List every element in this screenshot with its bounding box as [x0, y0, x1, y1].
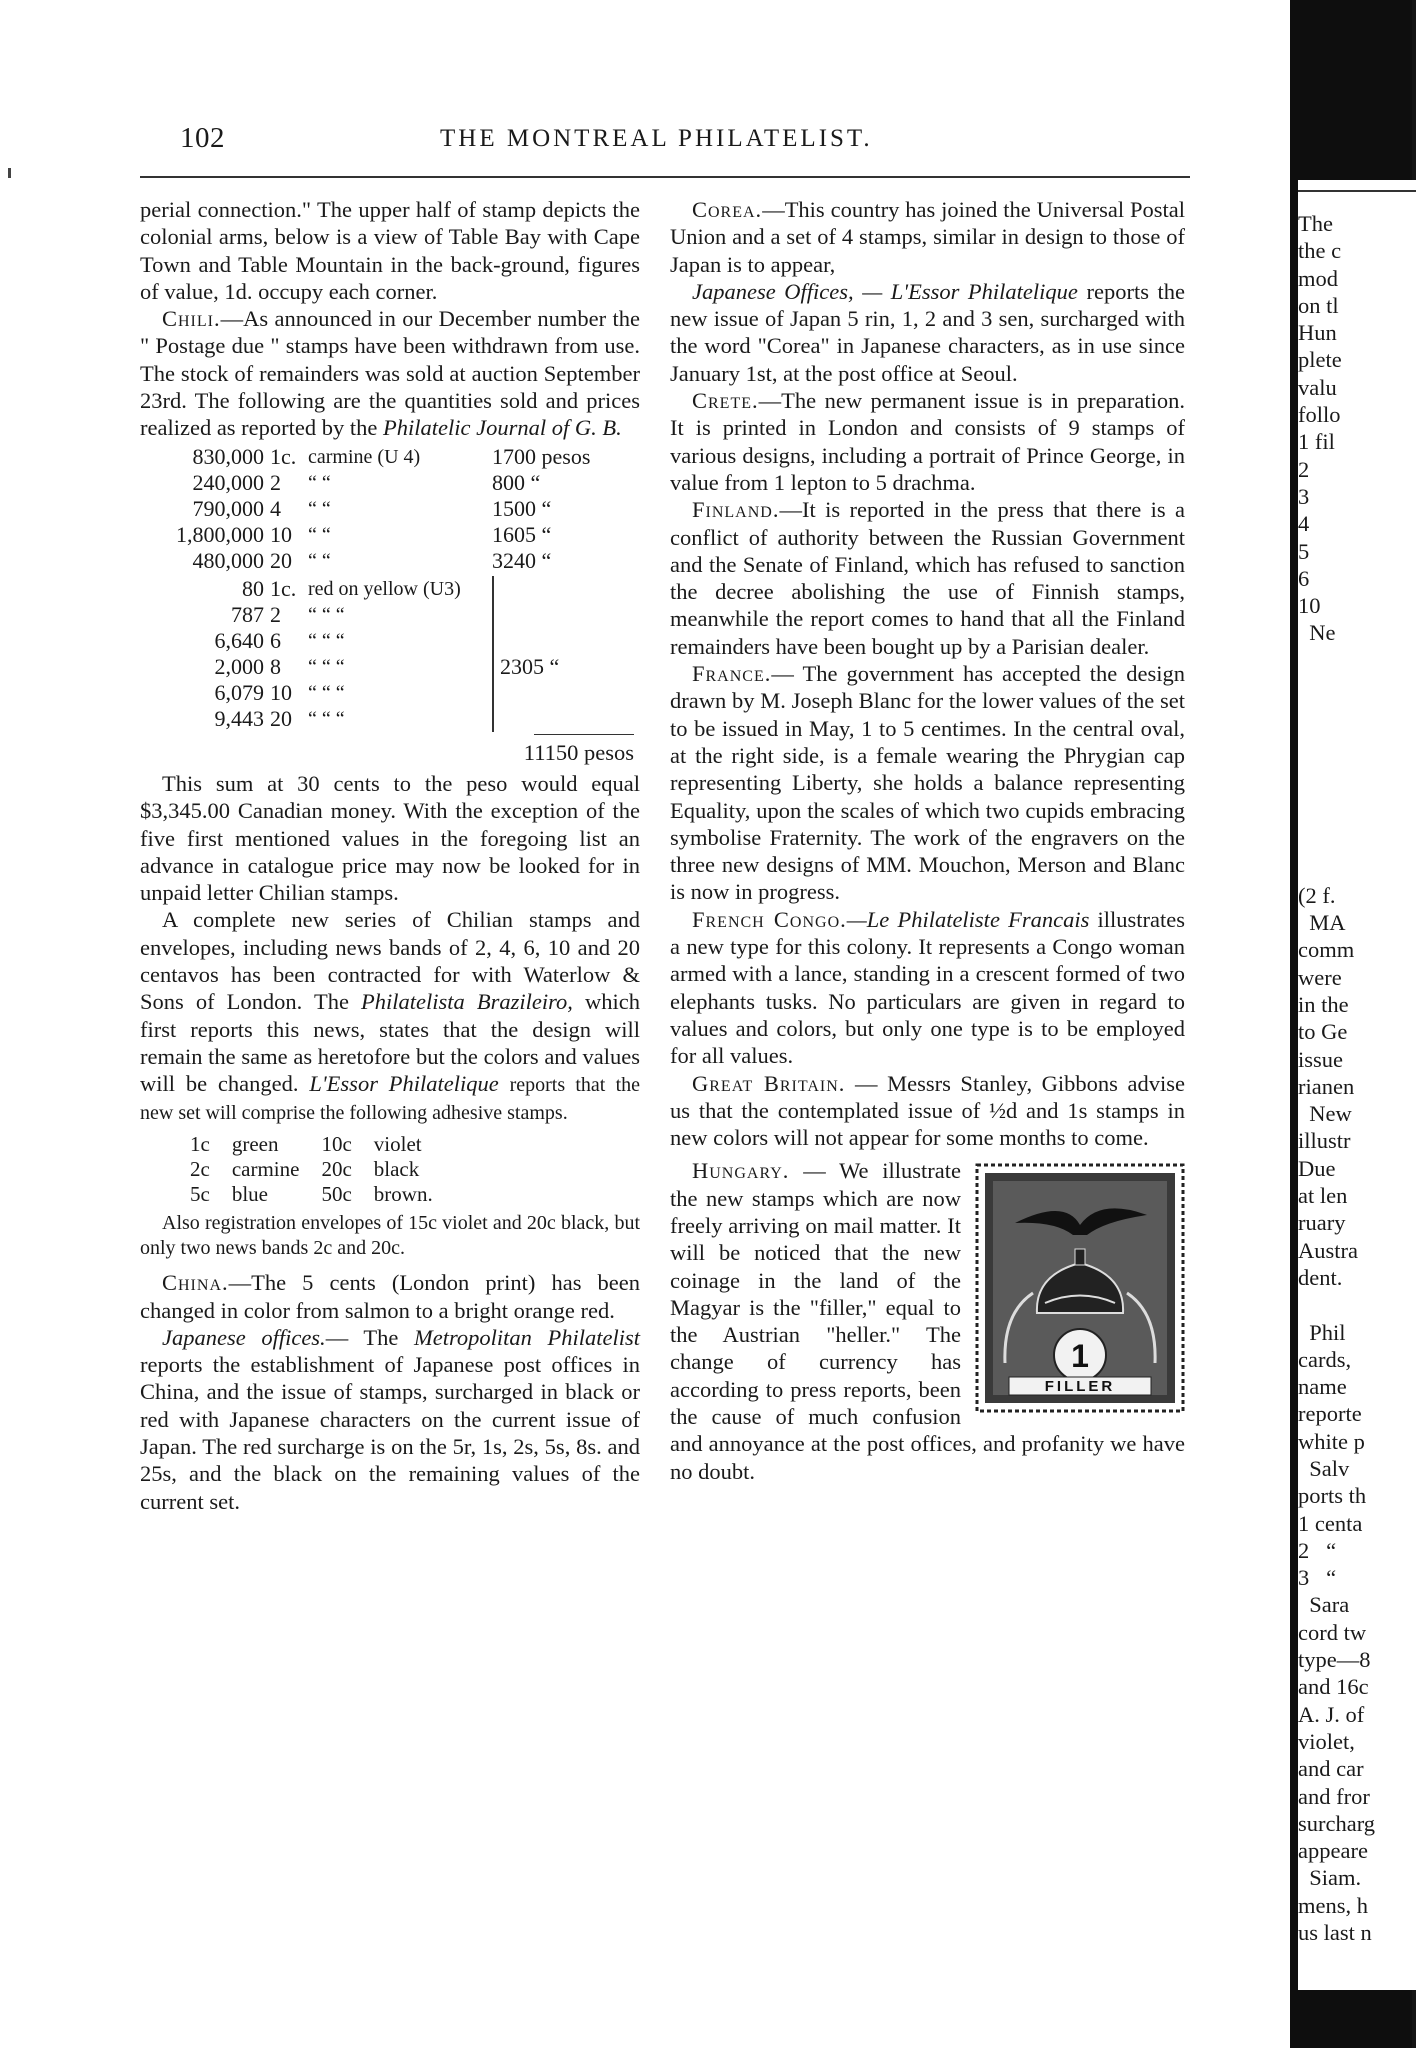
- adjacent-line: were: [1298, 964, 1342, 990]
- adjacent-line: 3: [1298, 483, 1310, 509]
- adjacent-line: to Ge: [1298, 1019, 1348, 1045]
- auction-price: [493, 602, 630, 628]
- auction-value: 6: [270, 627, 281, 653]
- adjacent-line: reporte: [1298, 1401, 1362, 1427]
- adjacent-line: [1298, 1291, 1416, 1318]
- auction-row: [152, 654, 630, 680]
- auction-qty: 790,000: [192, 495, 264, 521]
- paragraph-crete: [670, 387, 1185, 496]
- auction-desc: “ “: [308, 549, 331, 572]
- auction-row: [152, 444, 622, 470]
- adjacent-line: illustr: [1298, 1128, 1351, 1154]
- adjacent-line: Phil: [1298, 1319, 1346, 1345]
- auction-price: [493, 628, 630, 654]
- adjacent-line: appeare: [1298, 1838, 1368, 1864]
- auction-desc: carmine (U 4): [308, 445, 421, 468]
- paragraph-japan-offices: Japanese offices.— The Metropolitan Philatelist reports the establishment of Japanese post offices in China, and the issue of stamps, surcharged in black or red with Japanese characters on the current issue of Japan. The red surcharge is on the 5r, 1s, 2s, 5s, 8s. and 25s, and the black on the remaining values of the current set.: [140, 1324, 640, 1514]
- stamp-label: FILLER: [1044, 1378, 1116, 1396]
- paragraph-sum: This sum at 30 cents to the peso would equal $3,345.00 Canadian money. With the exception of the five first mentioned values in the foregoing list an advance in catalogue price may now be looked for in unpaid letter Chilian stamps.: [140, 770, 640, 906]
- metropolitan-source: Metropolitan Philatelist: [413, 1324, 640, 1350]
- auction-value: 1c.: [270, 575, 297, 601]
- auction-desc: “ “: [308, 471, 331, 494]
- crete-text: —The new permanent issue is in preparation. It is printed in London and consists of 9 stamps of various designs, including a portrait of Prince George, in value from 1 lepton to 5 drachma.: [670, 388, 1185, 495]
- corea-source: Japanese Offices, — L'Essor Philatelique: [692, 278, 1078, 304]
- auction-price: [493, 680, 630, 706]
- auction-qty: 80: [242, 575, 264, 601]
- adjacent-line: The: [1298, 211, 1333, 236]
- hungary-stamp-illustration: [975, 1163, 1185, 1413]
- auction-table-bracketed: [152, 576, 630, 732]
- auction-row: [152, 470, 622, 496]
- stamp-list-cell: 20c: [321, 1157, 352, 1182]
- auction-qty: 830,000: [192, 443, 264, 469]
- paragraph-china: [140, 1269, 640, 1324]
- series-source-2: L'Essor Philatelique: [309, 1071, 499, 1097]
- gb-text: — Messrs Stanley, Gibbons advise us that the contemplated issue of ½d and 1s stamps in new colors will not appear for some months to come.: [670, 1070, 1185, 1151]
- hungary-stamp-image: [975, 1163, 1185, 1413]
- chile-stamp-list: [190, 1132, 455, 1207]
- adjacent-line: on tl: [1298, 292, 1339, 318]
- auction-value: 10: [270, 521, 292, 547]
- stamp-list-cell: 5c: [190, 1182, 210, 1207]
- page-header: [180, 122, 1185, 158]
- auction-value: 10: [270, 679, 292, 705]
- paragraph-chili: [140, 305, 640, 441]
- adjacent-line: Siam.: [1298, 1865, 1362, 1891]
- adjacent-line: white p: [1298, 1428, 1365, 1454]
- stamp-list-row: [190, 1182, 455, 1207]
- auction-qty: 1,800,000: [176, 521, 264, 547]
- adjacent-line: name: [1298, 1374, 1347, 1400]
- auction-desc: red on yellow (U3): [308, 577, 461, 600]
- left-column: [140, 196, 640, 1515]
- series-text-b: which first reports this news, states that the design will remain the same as heretofore but the colors and values will be changed.: [140, 989, 641, 1097]
- auction-qty: 9,443: [214, 705, 264, 731]
- auction-value: 2: [270, 601, 281, 627]
- stamp-list-cell: 50c: [321, 1182, 352, 1207]
- adjacent-gap: [1298, 647, 1416, 882]
- adjacent-line: (2 f.: [1298, 882, 1336, 908]
- adjacent-line: us last n: [1298, 1920, 1372, 1946]
- adjacent-line: Salv: [1298, 1455, 1350, 1481]
- auction-price: 3240 “: [492, 547, 552, 573]
- paragraph-series: [140, 906, 640, 1126]
- china-text: —The 5 cents (London print) has been changed in color from salmon to a bright orange red.: [140, 1270, 640, 1323]
- section-head-china: China.: [162, 1270, 229, 1296]
- auction-value: 8: [270, 653, 281, 679]
- auction-price: 2305 “: [493, 654, 630, 680]
- corea-text-2: reports the new issue of Japan 5 rin, 1, 2 and 3 sen, surcharged with the word "Corea" in Japanese characters, as in use since January 1st, at the post office at Seoul.: [670, 278, 1186, 386]
- stamp-list-row: [190, 1132, 455, 1157]
- china-text-2: reports the establishment of Japanese post offices in China, and the issue of stamps, surcharged in black or red with Japanese characters on the current issue of Japan. The red surcharge is on the 5r, 1s, 2s, 5s, 8s. and 25s, and the black on the remaining values of the current set.: [140, 1352, 640, 1514]
- adjacent-line: follo: [1298, 402, 1341, 428]
- auction-value: 4: [270, 495, 281, 521]
- auction-row: [152, 576, 630, 602]
- adjacent-line: Austra: [1298, 1237, 1358, 1263]
- section-head-france: France.: [692, 661, 772, 687]
- adjacent-line: 6: [1298, 565, 1310, 591]
- total-rule: [534, 734, 634, 735]
- series-source: Philatelista Brazileiro,: [361, 989, 573, 1015]
- stamp-list-row: [190, 1157, 455, 1182]
- auction-qty: 787: [231, 601, 264, 627]
- adjacent-line: dent.: [1298, 1264, 1343, 1290]
- adjacent-line: 1 centa: [1298, 1510, 1363, 1536]
- adjacent-line: 3 “: [1298, 1565, 1337, 1591]
- adjacent-line: Hun: [1298, 320, 1337, 346]
- chili-source: Philatelic Journal of G. B.: [383, 415, 622, 441]
- section-head-hungary: Hungary.: [692, 1158, 790, 1184]
- adjacent-page-rule: [1298, 190, 1416, 192]
- adjacent-line: 5: [1298, 538, 1310, 564]
- adjacent-line: cards,: [1298, 1346, 1352, 1372]
- chili-text: —As announced in our December number the " Postage due " stamps have been withdrawn from use. The stock of remainders was sold at auction September 23rd. The following are the quantities sold and prices realized as reported by the: [140, 306, 640, 441]
- stamp-list-cell: 1c: [190, 1132, 210, 1157]
- section-head-corea: Corea.: [692, 197, 763, 222]
- stamp-list-cell: 10c: [321, 1132, 352, 1157]
- paragraph-finland: [670, 496, 1185, 660]
- adjacent-line: ruary: [1298, 1210, 1346, 1236]
- series-text-c: reports that the new set will comprise the following adhesive stamps.: [140, 1074, 641, 1125]
- adjacent-line: surcharg: [1298, 1810, 1376, 1836]
- auction-value: 20: [270, 547, 292, 573]
- adjacent-line: mod: [1298, 265, 1339, 291]
- auction-price: 1700 pesos: [492, 443, 591, 469]
- section-head-crete: Crete.: [692, 388, 759, 414]
- adjacent-line: in the: [1298, 991, 1349, 1017]
- paragraph-great-britain: [670, 1070, 1185, 1152]
- auction-desc: “ “ “: [308, 681, 345, 704]
- paragraph-corea-2: [670, 278, 1185, 387]
- stamp-list-cell: 2c: [190, 1157, 210, 1182]
- france-text: — The government has accepted the design drawn by M. Joseph Blanc for the lower values of the set to be issued in May, 1 to 5 centimes. In the central oval, at the right side, is a female wearing the Phrygian cap representing Liberty, she holds a balance representing Equality, upon the scales of which two cupids embracing symbolise Fraternity. The work of the engravers on the three new designs of MM. Mouchon, Merson and Blanc is now in progress.: [670, 661, 1185, 905]
- header-rule: [140, 176, 1190, 178]
- auction-desc: “ “: [308, 497, 331, 520]
- auction-price: 800 “: [492, 469, 541, 495]
- adjacent-page-text: [1298, 210, 1416, 1946]
- auction-row: [152, 706, 630, 732]
- adjacent-line: and fror: [1298, 1783, 1370, 1809]
- adjacent-line: A. J. of: [1298, 1701, 1365, 1727]
- adjacent-line: cord tw: [1298, 1619, 1367, 1645]
- auction-value: 20: [270, 705, 292, 731]
- stamp-value: 1: [1071, 1338, 1089, 1375]
- auction-price: [493, 706, 630, 732]
- auction-value: 2: [270, 469, 281, 495]
- congo-source: —Le Philateliste Francais: [846, 906, 1090, 932]
- stamp-list-cell: brown.: [373, 1182, 433, 1207]
- paragraph-registration: Also registration envelopes of 15c violet and 20c black, but only two news bands 2c and 20c.: [140, 1212, 640, 1260]
- adjacent-line: ports th: [1298, 1483, 1367, 1509]
- adjacent-line: Sara: [1298, 1592, 1350, 1618]
- auction-desc: “ “ “: [308, 629, 345, 652]
- journal-title: THE MONTREAL PHILATELIST.: [440, 125, 873, 152]
- auction-qty: 240,000: [192, 469, 264, 495]
- auction-desc: “ “ “: [308, 655, 345, 678]
- adjacent-line: 10: [1298, 593, 1321, 619]
- auction-row: [152, 548, 622, 574]
- congo-text: illustrates a new type for this colony. It represents a Congo woman armed with a lance, standing in a crescent formed of two elephants tusks. No particulars are given in regard to values and colors, but only one type is to be employed for all values.: [670, 906, 1185, 1069]
- adjacent-line: issue: [1298, 1046, 1343, 1072]
- adjacent-line: 4: [1298, 511, 1310, 537]
- hungary-text: — We illustrate the new stamps which are now freely arriving on mail matter. It will be noticed that the new coinage in the land of the Magyar is the "filler," equal to the Austrian "heller." The change of currency has according to press reports, been the cause of much confusion and annoyance at the post offices, and profanity we have no doubt.: [670, 1158, 1185, 1484]
- adjacent-line: at len: [1298, 1183, 1348, 1209]
- auction-price: 1605 “: [492, 521, 552, 547]
- stamp-list-cell: black: [373, 1157, 420, 1182]
- adjacent-line: 1 fil: [1298, 429, 1335, 455]
- adjacent-line: Due: [1298, 1155, 1336, 1181]
- auction-value: 1c.: [270, 443, 297, 469]
- adjacent-line: Ne: [1298, 620, 1336, 646]
- auction-desc: “ “: [308, 523, 331, 546]
- auction-qty: 2,000: [214, 653, 264, 679]
- adjacent-line: the c: [1298, 238, 1342, 264]
- paragraph-france: [670, 660, 1185, 906]
- auction-row: [152, 522, 622, 548]
- section-head-great-britain: Great Britain.: [692, 1070, 846, 1096]
- auction-desc: “ “ “: [308, 603, 345, 626]
- adjacent-line: rianen: [1298, 1073, 1355, 1099]
- auction-total: 11150 pesos: [523, 739, 634, 765]
- auction-price: [493, 576, 630, 602]
- adjacent-line: violet,: [1298, 1728, 1355, 1754]
- adjacent-line: MA: [1298, 910, 1346, 936]
- paragraph-intro: perial connection." The upper half of stamp depicts the colonial arms, below is a view of Table Bay with Cape Town and Table Mountain in the back-ground, figures of value, 1d. occupy each corner.: [140, 197, 640, 304]
- paragraph-hungary: [670, 1157, 1185, 1485]
- stamp-list-cell: violet: [373, 1132, 422, 1157]
- page-number: 102: [180, 122, 225, 154]
- paragraph-french-congo: [670, 906, 1185, 1070]
- auction-row: [152, 680, 630, 706]
- auction-desc: “ “ “: [308, 707, 345, 730]
- adjacent-line: New: [1298, 1101, 1352, 1127]
- stamp-list-cell: green: [231, 1132, 279, 1157]
- paragraph-corea: [670, 196, 1185, 278]
- japan-offices-head: Japanese offices.: [162, 1324, 326, 1350]
- auction-qty: 480,000: [192, 547, 264, 573]
- stamp-list-cell: blue: [231, 1182, 268, 1207]
- right-column: [670, 196, 1185, 1485]
- adjacent-line: valu: [1298, 374, 1337, 400]
- adjacent-line: plete: [1298, 347, 1342, 373]
- adjacent-line: and 16c: [1298, 1674, 1369, 1700]
- scan-mark: [8, 168, 11, 178]
- auction-qty: 6,079: [214, 679, 264, 705]
- adjacent-line: and car: [1298, 1756, 1364, 1782]
- adjacent-line: comm: [1298, 937, 1355, 963]
- auction-qty: 6,640: [214, 627, 264, 653]
- corea-text: —This country has joined the Universal Postal Union and a set of 4 stamps, similar in design to those of Japan is to appear,: [670, 197, 1185, 277]
- section-head-french-congo: French Congo.: [692, 906, 847, 932]
- section-head-chili: Chili.: [162, 306, 221, 332]
- auction-row: [152, 602, 630, 628]
- stamp-list-cell: carmine: [231, 1157, 300, 1182]
- section-head-finland: Finland.: [692, 497, 780, 523]
- auction-row: [152, 496, 622, 522]
- adjacent-line: mens, h: [1298, 1892, 1368, 1918]
- adjacent-line: type—8: [1298, 1647, 1371, 1673]
- auction-row: [152, 628, 630, 654]
- auction-price: 1500 “: [492, 495, 552, 521]
- auction-table: [152, 444, 622, 574]
- series-text-a: A complete new series of Chilian stamps and envelopes, including news bands of 2, 4, 6, 10 and 20 centavos has been contracted for with Waterlow & Sons of London. The: [140, 907, 640, 1015]
- adjacent-line: 2: [1298, 456, 1310, 482]
- finland-text: —It is reported in the press that there is a conflict of authority between the Russian Government and the Senate of Finland, which has refused to sanction the decree abolishing the use of Finnish stamps, meanwhile the report comes to hand that all the Finland remainders have been bought up by a Parisian dealer.: [670, 497, 1185, 659]
- adjacent-line: 2 “: [1298, 1537, 1337, 1563]
